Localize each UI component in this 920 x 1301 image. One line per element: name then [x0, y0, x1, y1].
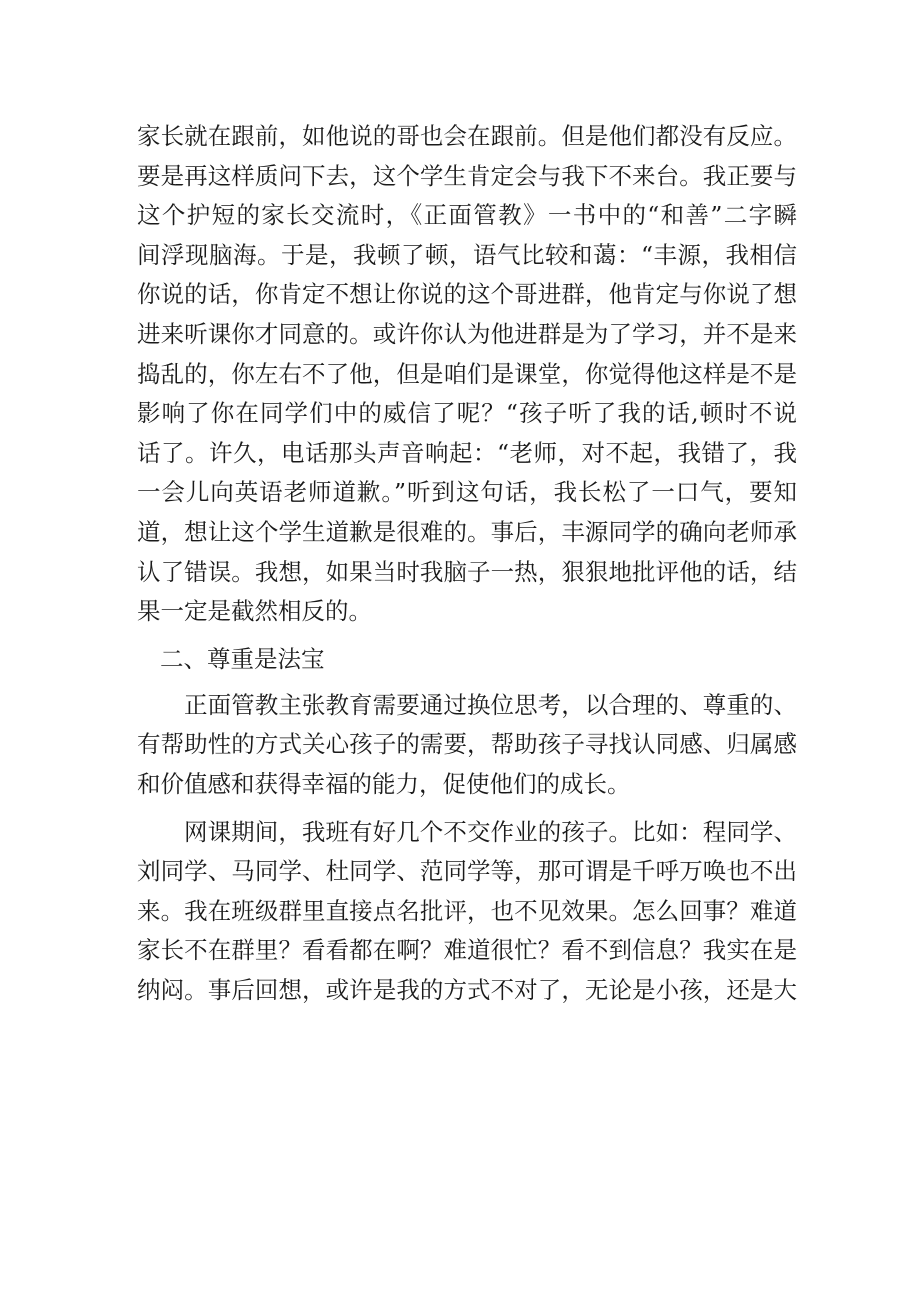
text-line: 话了。许久，电话那头声音响起：“老师，对不起，我错了，我	[137, 438, 797, 467]
text-line: 影响了你在同学们中的威信了呢？“孩子听了我的话,顿时不说	[137, 399, 797, 428]
text-line: 间浮现脑海。于是，我顿了顿，语气比较和蔼：“丰源，我相信	[137, 240, 797, 269]
text-line: 纳闷。事后回想，或许是我的方式不对了，无论是小孩，还是大	[137, 975, 797, 1004]
text-line: 果一定是截然相反的。	[137, 597, 372, 626]
text-line: 正面管教主张教育需要通过换位思考，以合理的、尊重的、	[184, 690, 797, 719]
text-line: 捣乱的，你左右不了他，但是咱们是课堂，你觉得他这样是不是	[137, 359, 797, 388]
text-line: 来。我在班级群里直接点名批评，也不见效果。怎么回事？难道	[137, 896, 797, 925]
text-line: 家长不在群里？看看都在啊？难道很忙？看不到信息？我实在是	[137, 936, 797, 965]
paragraph-3	[137, 813, 797, 1011]
text-line: 要是再这样质问下去，这个学生肯定会与我下不来台。我正要与	[137, 161, 797, 190]
text-line: 刘同学、马同学、杜同学、范同学等，那可谓是千呼万唤也不出	[137, 857, 797, 886]
paragraph-2	[137, 686, 797, 805]
text-line: 进来听课你才同意的。或许你认为他进群是为了学习，并不是来	[137, 319, 797, 348]
text-line: 认了错误。我想，如果当时我脑子一热，狠狠地批评他的话，结	[137, 557, 797, 586]
text-line: 一会儿向英语老师道歉。”听到这句话，我长松了一口气，要知	[137, 478, 797, 507]
paragraph-1	[137, 117, 797, 632]
text-line: 这个护短的家长交流时，《正面管教》一书中的“和善”二字瞬	[137, 201, 797, 230]
text-line: 网课期间，我班有好几个不交作业的孩子。比如：程同学、	[184, 817, 797, 846]
text-line: 和价值感和获得幸福的能力，促使他们的成长。	[137, 769, 631, 798]
text-line: 你说的话，你肯定不想让你说的这个哥进群，他肯定与你说了想	[137, 280, 797, 309]
paragraph-gap	[137, 805, 797, 813]
text-line: 道，想让这个学生道歉是很难的。事后，丰源同学的确向老师承	[137, 517, 797, 546]
text-line: 家长就在跟前，如他说的哥也会在跟前。但是他们都没有反应。	[137, 122, 797, 150]
text-line: 有帮助性的方式关心孩子的需要，帮助孩子寻找认同感、归属感	[137, 730, 797, 759]
document-body	[137, 117, 797, 1010]
section-heading: 二、尊重是法宝	[160, 644, 325, 673]
